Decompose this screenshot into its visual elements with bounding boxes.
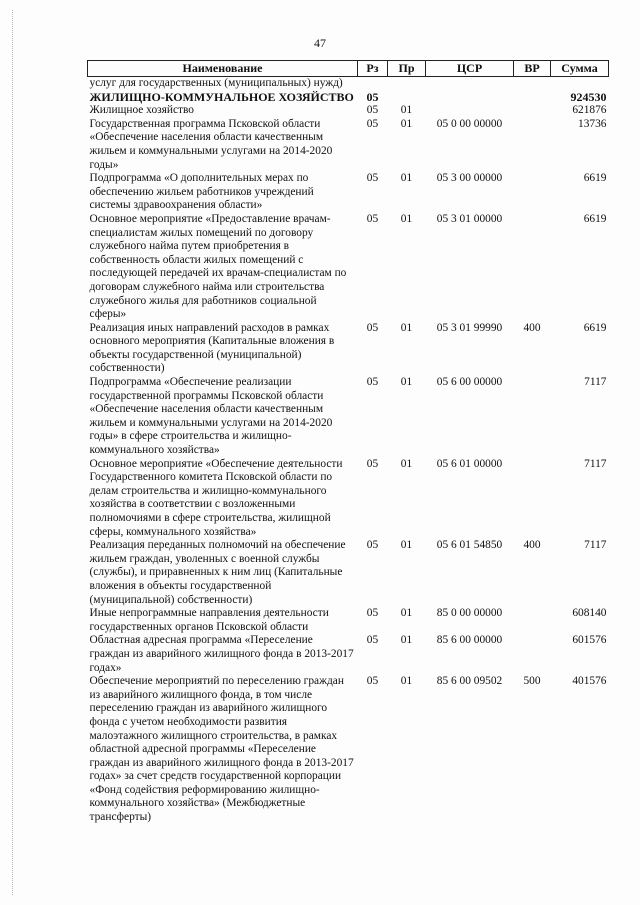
column-header-rz: Рз xyxy=(358,61,388,77)
cell-csr xyxy=(426,104,514,118)
column-header-vr: ВР xyxy=(514,61,551,77)
cell-csr: 05 3 01 99990 xyxy=(436,321,503,334)
cell-vr xyxy=(514,77,551,91)
cell-csr xyxy=(426,77,514,91)
cell-pr xyxy=(388,77,426,91)
cell-vr xyxy=(514,607,551,634)
cell-rz: 05 xyxy=(366,675,379,688)
cell-rz: 05 xyxy=(366,172,379,185)
column-header-csr: ЦСР xyxy=(426,61,514,77)
scan-margin-line xyxy=(12,10,14,895)
table-row xyxy=(88,213,609,322)
cell-csr: 85 0 00 00000 xyxy=(436,607,503,620)
table-row xyxy=(88,458,609,540)
cell-rz: 05 xyxy=(366,457,379,470)
cell-sum: 621876 xyxy=(572,104,607,117)
cell-rz: 05 xyxy=(366,89,379,104)
cell-vr xyxy=(514,458,551,540)
cell-csr: 05 3 00 00000 xyxy=(436,172,503,185)
table-row xyxy=(88,675,609,825)
table-row xyxy=(88,607,609,634)
cell-sum: 7117 xyxy=(584,376,607,389)
cell-pr xyxy=(388,91,426,105)
table-row xyxy=(88,172,609,213)
cell-pr: 01 xyxy=(400,104,413,117)
cell-vr: 400 xyxy=(523,539,541,552)
table-row xyxy=(88,104,609,118)
table-row xyxy=(88,539,609,607)
table-row xyxy=(88,91,609,105)
cell-sum xyxy=(551,77,609,91)
page-number: 47 xyxy=(314,36,326,50)
table-row xyxy=(88,118,609,172)
cell-vr xyxy=(514,118,551,172)
cell-csr: 85 6 00 00000 xyxy=(436,634,503,647)
cell-pr: 01 xyxy=(400,539,413,552)
cell-name: Областная адресная программа «Переселение граждан из аварийного жилищного фонда в 2013-2017 годах» xyxy=(89,634,354,674)
cell-rz: 05 xyxy=(366,321,379,334)
cell-pr: 01 xyxy=(400,172,413,185)
cell-name: Подпрограмма «Обеспечение реализации государственной программы Псковской области «Обеспечение населения области качественным жильем и коммунальными услугами на 2014-2020 годы» в сфере строительства и жилищно-коммунального хозяйства» xyxy=(89,376,333,457)
cell-sum: 7117 xyxy=(584,457,607,470)
cell-name: Обеспечение мероприятий по переселению граждан из аварийного жилищного фонда, в том числе переселению граждан из аварийного жилищного фонда с учетом необходимости развития малоэтажного жилищного строительства, в рамках областной адресной программы «Переселение граждан из аварийного жилищного фонда в 2013-2017 годах» за счет средств государственной корпорации «Фонд содействия реформированию жилищно-коммунального хозяйства» (Межбюджетные трансферты) xyxy=(89,675,354,824)
cell-rz: 05 xyxy=(366,117,379,130)
cell-rz xyxy=(358,77,388,91)
cell-csr: 05 3 01 00000 xyxy=(436,212,503,225)
cell-sum: 6619 xyxy=(583,321,607,334)
cell-name: Реализация переданных полномочий на обеспечение жильем граждан, уволенных с военной службы (службы), и приравненных к ним лиц (Капитальные вложения в объекты государственной (муниципальной) собственности) xyxy=(89,539,346,606)
column-header-pr: Пр xyxy=(388,61,426,77)
cell-rz: 05 xyxy=(366,212,379,225)
cell-csr xyxy=(426,91,514,105)
cell-name: Основное мероприятие «Предоставление врачам-специалистам жилых помещений по договору служебного найма путем приобретения в собственность области жилых помещений с последующей передачей их врачам-специалистам по договорам служебного найма или строительства служебного жилья для работников социальной сферы» xyxy=(89,212,347,321)
cell-name: Жилищное хозяйство xyxy=(89,104,195,117)
cell-vr xyxy=(514,104,551,118)
cell-sum: 601576 xyxy=(572,634,607,647)
cell-name: ЖИЛИЩНО-КОММУНАЛЬНОЕ ХОЗЯЙСТВО xyxy=(89,89,354,104)
cell-pr: 01 xyxy=(400,607,413,620)
cell-vr xyxy=(514,376,551,458)
cell-rz: 05 xyxy=(366,539,379,552)
cell-pr: 01 xyxy=(400,212,413,225)
cell-rz: 05 xyxy=(366,104,379,117)
cell-sum: 924530 xyxy=(570,89,607,104)
cell-name: Реализация иных направлений расходов в рамках основного мероприятия (Капитальные вложения в объекты государственной (муниципальной) собственности) xyxy=(89,321,335,375)
cell-sum: 401576 xyxy=(572,675,607,688)
cell-pr: 01 xyxy=(400,376,413,389)
table-row xyxy=(88,322,609,376)
cell-name: Государственная программа Псковской области «Обеспечение населения области качественным жильем и коммунальными услугами на 2014-2020 годы» xyxy=(89,117,333,171)
cell-pr: 01 xyxy=(400,117,413,130)
column-header-name: Наименование xyxy=(88,61,358,77)
cell-csr: 05 6 01 54850 xyxy=(436,539,503,552)
cell-name: Подпрограмма «О дополнительных мерах по обеспечению жильем работников учреждений системы здравоохранения области» xyxy=(89,172,314,212)
cell-pr: 01 xyxy=(400,675,413,688)
cell-vr xyxy=(514,213,551,322)
cell-csr: 85 6 00 09502 xyxy=(436,675,503,688)
cell-sum: 608140 xyxy=(572,607,607,620)
table-header-row xyxy=(88,61,609,77)
cell-vr xyxy=(514,172,551,213)
cell-name: Основное мероприятие «Обеспечение деятельности Государственного комитета Псковской области по делам строительства и жилищно-коммунального хозяйства в соответствии с возложенными полномочиями в сфере строительства, жилищной сферы, коммунального хозяйства» xyxy=(89,457,343,538)
budget-table xyxy=(87,60,609,825)
cell-csr: 05 0 00 00000 xyxy=(436,117,503,130)
cell-sum: 6619 xyxy=(583,212,607,225)
cell-vr xyxy=(514,91,551,105)
cell-sum: 7117 xyxy=(584,539,607,552)
table-row xyxy=(88,376,609,458)
cell-rz: 05 xyxy=(366,607,379,620)
cell-name: Иные непрограммные направления деятельности государственных органов Псковской области xyxy=(89,607,329,633)
cell-csr: 05 6 00 00000 xyxy=(436,376,503,389)
cell-name: услуг для государственных (муниципальных) нужд) xyxy=(89,77,343,89)
cell-vr xyxy=(514,634,551,675)
table-row xyxy=(88,634,609,675)
cell-vr: 500 xyxy=(523,675,541,688)
cell-pr: 01 xyxy=(400,321,413,334)
cell-vr: 400 xyxy=(523,321,541,334)
cell-sum: 6619 xyxy=(583,172,607,185)
cell-sum: 13736 xyxy=(578,117,607,130)
cell-rz: 05 xyxy=(366,634,379,647)
cell-pr: 01 xyxy=(400,634,413,647)
cell-csr: 05 6 01 00000 xyxy=(436,457,503,470)
table-row xyxy=(88,77,609,91)
cell-rz: 05 xyxy=(366,376,379,389)
cell-pr: 01 xyxy=(400,457,413,470)
column-header-sum: Сумма xyxy=(551,61,609,77)
